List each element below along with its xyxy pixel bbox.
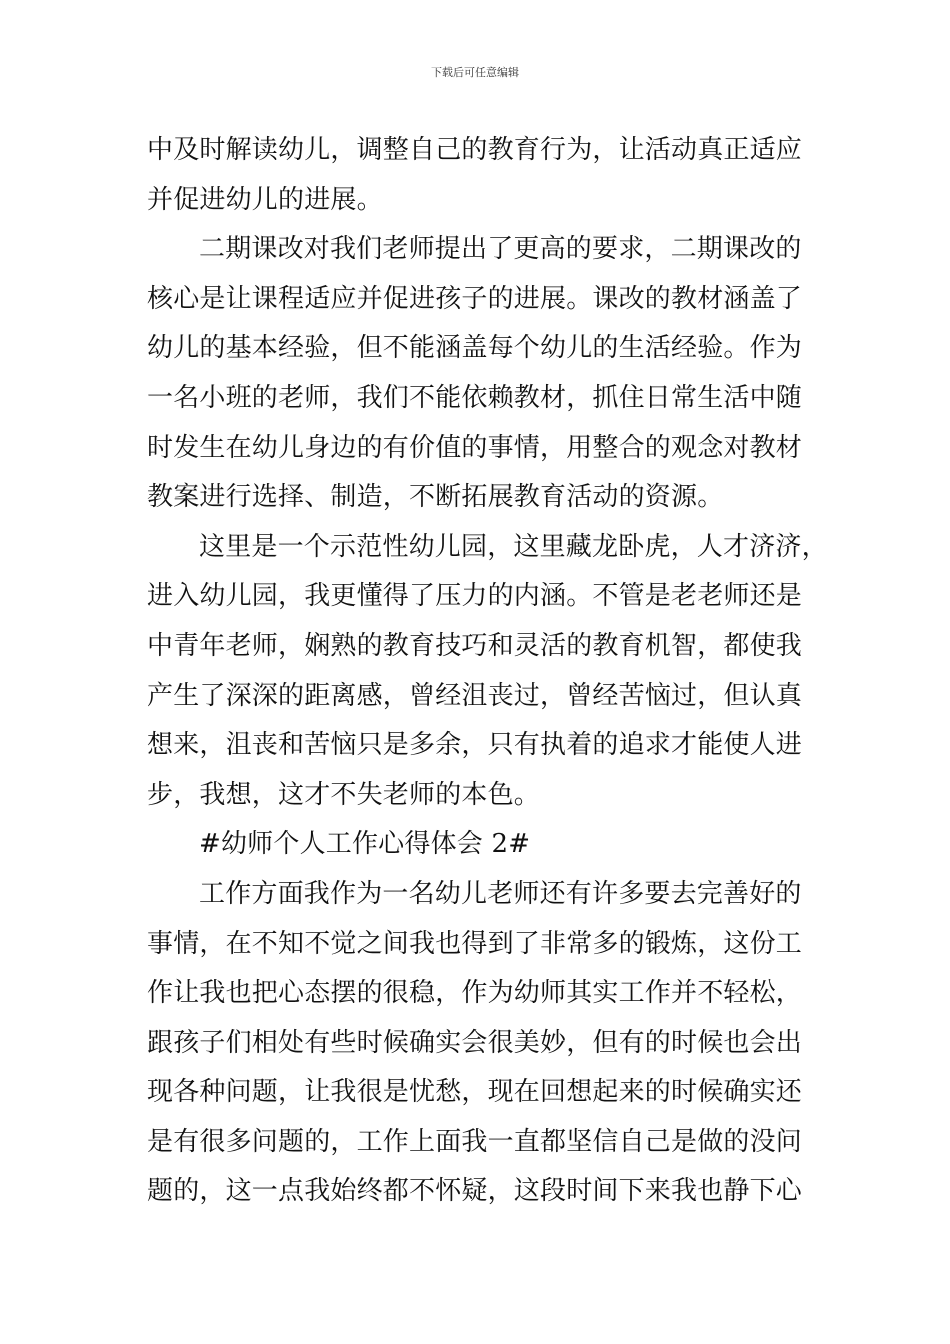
text-line: 题的，这一点我始终都不怀疑，这段时间下来我也静下心 <box>147 1176 803 1207</box>
page-header: 下载后可任意编辑 <box>431 66 519 79</box>
body-text <box>147 126 828 1217</box>
text-line: 中青年老师，娴熟的教育技巧和灵活的教育机智，都使我 <box>147 630 803 661</box>
text-line: 教案进行选择、制造，不断拓展教育活动的资源。 <box>147 482 724 513</box>
text-line: 进入幼儿园，我更懂得了压力的内涵。不管是老老师还是 <box>147 581 803 612</box>
paragraph-start-line: 工作方面我作为一名幼儿老师还有许多要去完善好的 <box>199 878 802 909</box>
section-heading: #幼师个人工作心得体会 2# <box>199 829 531 860</box>
text-line: 产生了深深的距离感，曾经沮丧过，曾经苦恼过，但认真 <box>147 680 803 711</box>
text-line: 作让我也把心态摆的很稳，作为幼师其实工作并不轻松， <box>147 978 803 1009</box>
text-line: 想来，沮丧和苦恼只是多余，只有执着的追求才能使人进 <box>147 730 803 761</box>
text-line: 事情，在不知不觉之间我也得到了非常多的锻炼，这份工 <box>147 928 803 959</box>
text-line: 幼儿的基本经验，但不能涵盖每个幼儿的生活经验。作为 <box>147 333 803 364</box>
text-line: 跟孩子们相处有些时候确实会很美妙，但有的时候也会出 <box>147 1027 803 1058</box>
text-line: 核心是让课程适应并促进孩子的进展。课改的教材涵盖了 <box>147 283 803 314</box>
text-line: 中及时解读幼儿，调整自己的教育行为，让活动真正适应 <box>147 135 803 165</box>
text-line: 是有很多问题的，工作上面我一直都坚信自己是做的没问 <box>147 1126 803 1157</box>
text-line: 一名小班的老师，我们不能依赖教材，抓住日常生活中随 <box>147 382 803 413</box>
text-line: 并促进幼儿的进展。 <box>147 184 383 215</box>
text-line: 时发生在幼儿身边的有价值的事情，用整合的观念对教材 <box>147 432 803 463</box>
paragraph-start-line: 这里是一个示范性幼儿园，这里藏龙卧虎，人才济济， <box>199 531 828 562</box>
text-line: 现各种问题，让我很是忧愁，现在回想起来的时候确实还 <box>147 1077 803 1108</box>
text-line: 步，我想，这才不失老师的本色。 <box>147 779 541 810</box>
paragraph-start-line: 二期课改对我们老师提出了更高的要求，二期课改的 <box>199 234 802 265</box>
